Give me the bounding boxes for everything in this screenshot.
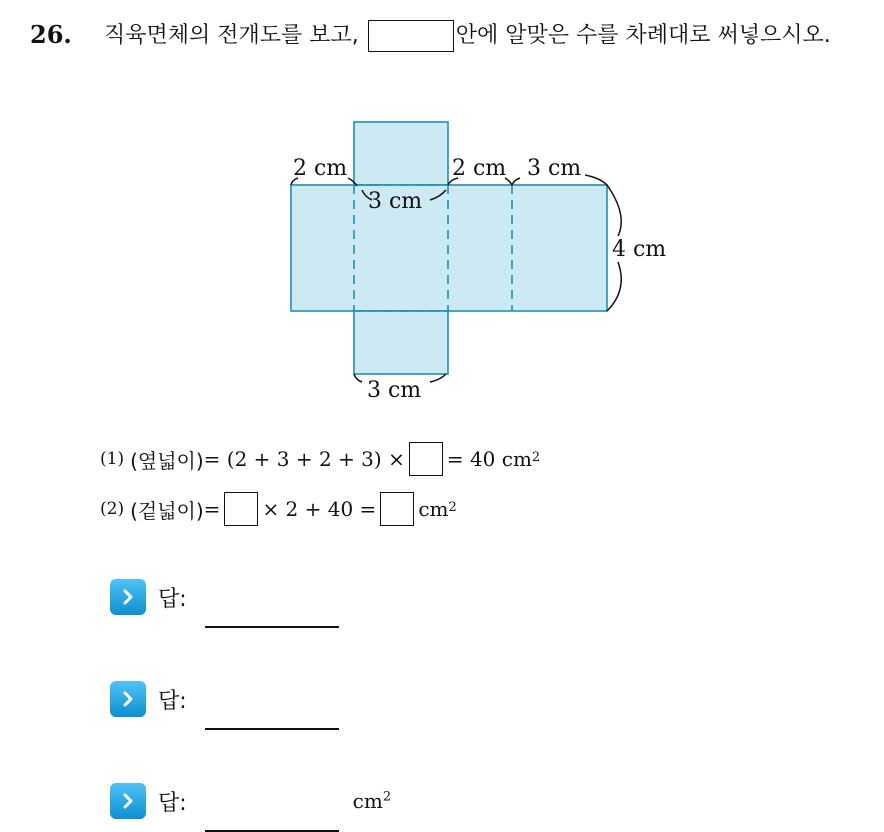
middle-strip (291, 185, 607, 311)
answer-input-2[interactable] (205, 688, 339, 730)
equation-1-blank[interactable] (409, 442, 443, 476)
answer-unit-3-text: cm (352, 789, 383, 813)
top-face (354, 122, 448, 185)
answer-row-2 (110, 678, 339, 720)
answer-label-2: 답: (158, 688, 187, 714)
bottom-face (354, 311, 448, 374)
equation-2-part3: cm (418, 497, 449, 521)
question-text-start: 직육면체의 전개도를 보고, (104, 23, 359, 48)
equation-2 (100, 492, 457, 526)
question-text-end: 안에 알맞은 수를 차례대로 써넣으시오. (455, 23, 831, 48)
equation-2-lhs: (겉넓이) (130, 498, 204, 523)
equation-2-part1: = (203, 497, 221, 521)
equation-1 (100, 442, 540, 476)
answer-label-1: 답: (158, 586, 187, 612)
label-top-inner: 3 cm (368, 189, 423, 214)
label-side: 4 cm (612, 237, 667, 262)
equation-2-number: (2) (100, 499, 125, 519)
answer-row-3 (110, 780, 391, 822)
equation-1-number: (1) (100, 449, 125, 469)
answer-unit-3 (353, 789, 391, 813)
chevron-right-icon (110, 579, 146, 615)
label-top-right: 3 cm (527, 156, 582, 181)
answer-unit-3-sup: 2 (382, 789, 392, 805)
equation-2-part2: × 2 + 40 = (262, 497, 377, 521)
answer-input-3[interactable] (205, 790, 339, 832)
equation-2-sup: 2 (448, 499, 457, 515)
label-top-mid: 2 cm (452, 156, 507, 181)
equation-2-blank-2[interactable] (380, 492, 414, 526)
equation-1-part2: = 40 cm (446, 447, 532, 471)
label-bottom: 3 cm (367, 378, 422, 403)
answer-row-1 (110, 576, 339, 618)
answer-label-3: 답: (158, 790, 187, 816)
equation-1-sup: 2 (531, 449, 541, 465)
equation-2-blank-1[interactable] (224, 492, 258, 526)
equation-1-part1: = (2 + 3 + 2 + 3) × (203, 447, 405, 471)
equation-1-lhs: (옆넓이) (130, 448, 204, 473)
chevron-right-icon (110, 681, 146, 717)
question-number: 26. (30, 20, 72, 49)
chevron-right-icon (110, 783, 146, 819)
label-top-left: 2 cm (293, 156, 348, 181)
answer-input-1[interactable] (205, 586, 339, 628)
